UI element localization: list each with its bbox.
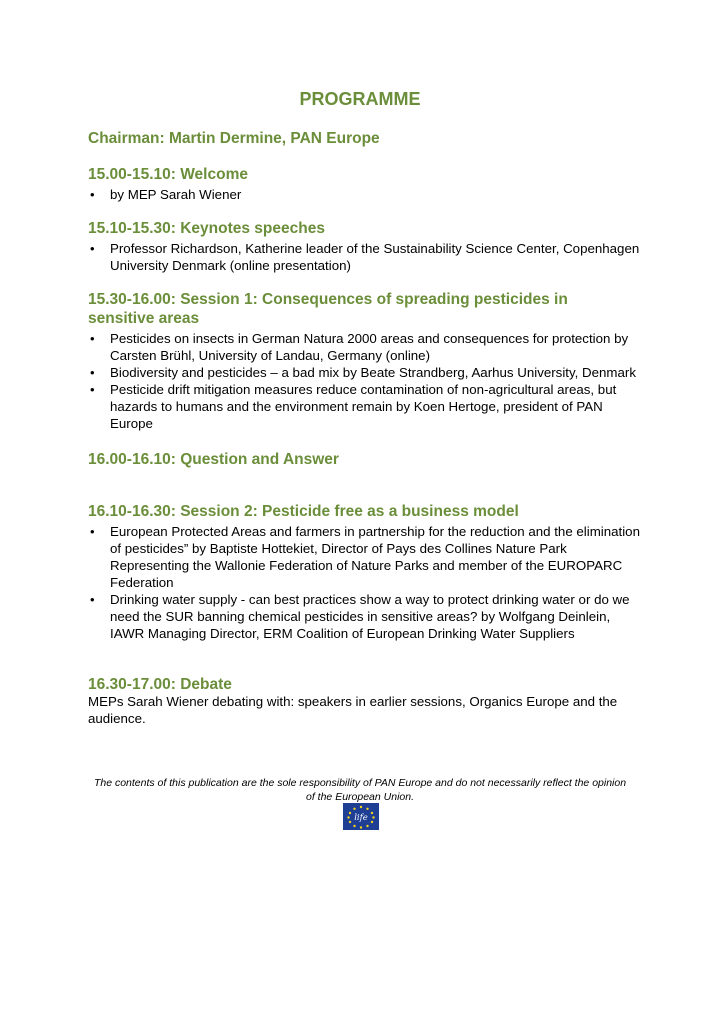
debate-heading: 16.30-17.00: Debate bbox=[88, 676, 232, 693]
bullet-icon: • bbox=[90, 592, 95, 607]
keynotes-heading: 15.10-15.30: Keynotes speeches bbox=[88, 220, 325, 237]
welcome-heading: 15.00-15.10: Welcome bbox=[88, 166, 248, 183]
list-item: • Pesticide drift mitigation measures reduce contamination of non-agricultural areas, but hazards to humans and the environment remain by Koen Hertoge, president of PAN Europe bbox=[90, 382, 617, 431]
list-item: • Drinking water supply - can best practices show a way to protect drinking water or do we need the SUR banning chemical pesticides in sensitive areas? by Wolfgang Deinlein, IAWR Managing Director, ERM Coalition of European Drinking Water Suppliers bbox=[90, 592, 630, 641]
session1-heading: 15.30-16.00: Session 1: Consequences of spreading pesticides in sensitive areas bbox=[88, 291, 568, 327]
eu-life-logo-icon bbox=[343, 803, 379, 830]
bullet-icon: • bbox=[90, 187, 95, 202]
bullet-icon: • bbox=[90, 331, 95, 346]
list-item: • Pesticides on insects in German Natura 2000 areas and consequences for protection by Carsten Brühl, University of Landau, Germany (online) bbox=[90, 331, 629, 363]
bullet-icon: • bbox=[90, 241, 95, 256]
list-item: • by MEP Sarah Wiener bbox=[90, 187, 242, 202]
welcome-list bbox=[88, 186, 648, 203]
bullet-icon: • bbox=[90, 382, 95, 397]
logo-text: life bbox=[354, 813, 368, 823]
keynotes-list bbox=[88, 240, 648, 274]
list-item: • Professor Richardson, Katherine leader of the Sustainability Science Center, Copenhagen University Denmark (online presentation) bbox=[90, 241, 640, 273]
qa-heading: 16.00-16.10: Question and Answer bbox=[88, 451, 339, 468]
bullet-icon: • bbox=[90, 524, 95, 539]
list-item: • European Protected Areas and farmers in partnership for the reduction and the elimination of pesticides” by Baptiste Hottekiet, Director of Pays des Collines Nature Park Representing the Wallonie Federation of Nature Parks and member of the EUROPARC Federation bbox=[90, 524, 640, 590]
session1-list bbox=[88, 330, 648, 432]
session2-list bbox=[88, 523, 648, 642]
debate-text: MEPs Sarah Wiener debating with: speakers in earlier sessions, Organics Europe and the audience. bbox=[88, 694, 618, 726]
session2-heading: 16.10-16.30: Session 2: Pesticide free as a business model bbox=[88, 503, 519, 520]
chairman-heading: Chairman: Martin Dermine, PAN Europe bbox=[88, 130, 380, 147]
disclaimer-text: The contents of this publication are the sole responsibility of PAN Europe and do not necessarily reflect the opinion of the European Union. bbox=[93, 777, 627, 803]
list-item: • Biodiversity and pesticides – a bad mix by Beate Strandberg, Aarhus University, Denmark bbox=[90, 365, 636, 380]
bullet-icon: • bbox=[90, 365, 95, 380]
page-title: PROGRAMME bbox=[299, 89, 421, 109]
